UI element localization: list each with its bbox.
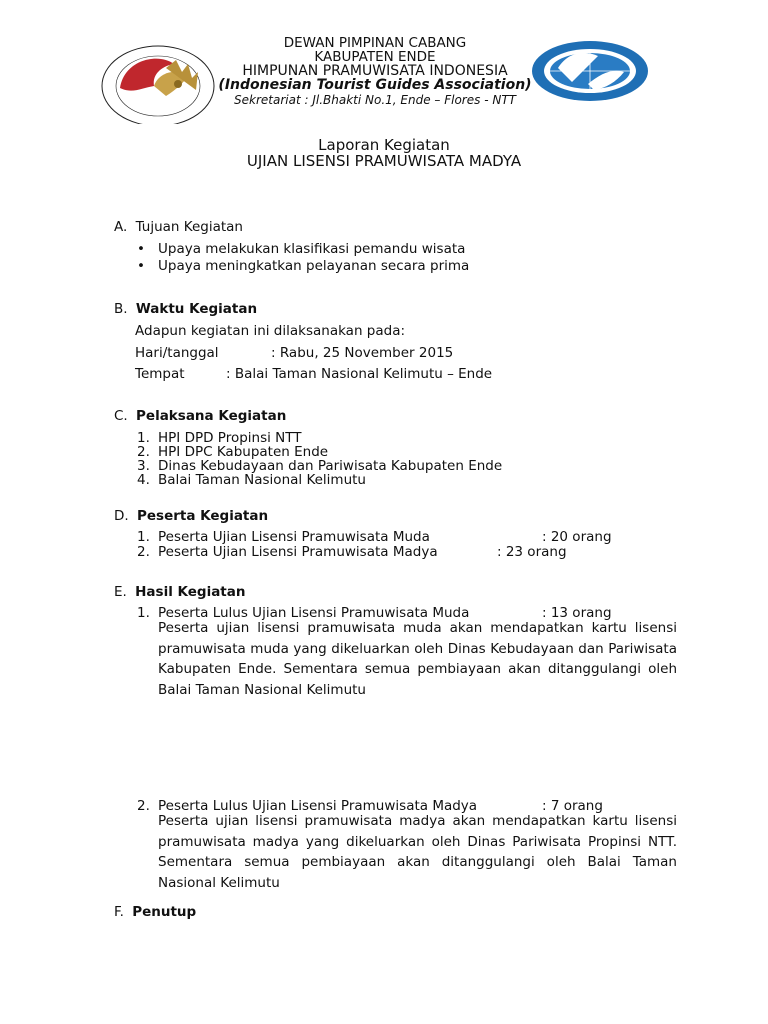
letterhead-line-2: KABUPATEN ENDE xyxy=(314,49,436,65)
section-a-title: Tujuan Kegiatan xyxy=(135,219,243,235)
section-b-title: Waktu Kegiatan xyxy=(135,301,258,317)
section-c-letter: C. xyxy=(114,408,128,424)
list-number: 1. xyxy=(137,430,150,446)
list-number: 1. xyxy=(137,529,150,545)
report-title: Laporan Kegiatan xyxy=(318,136,450,154)
section-c-item-4: Balai Taman Nasional Kelimutu xyxy=(158,472,366,488)
section-c-title: Pelaksana Kegiatan xyxy=(136,408,287,424)
section-a-heading xyxy=(114,219,243,235)
section-f-letter: F. xyxy=(114,904,124,920)
bullet-item: • xyxy=(137,241,145,257)
section-f-heading xyxy=(114,904,196,920)
section-b-letter: B. xyxy=(114,301,128,317)
section-f-title: Penutup xyxy=(132,904,197,920)
section-e-item-1: Peserta Lulus Ujian Lisensi Pramuwisata Muda xyxy=(158,605,470,621)
section-e-title: Hasil Kegiatan xyxy=(135,584,246,600)
section-c-item-1: HPI DPD Propinsi NTT xyxy=(158,430,302,446)
bullet-item: • xyxy=(137,258,145,274)
letterhead-address: Sekretariat : Jl.Bhakti No.1, Ende – Flores - NTT xyxy=(234,93,516,107)
list-number: 2. xyxy=(137,544,150,560)
list-number: 3. xyxy=(137,458,150,474)
section-a-bullet-1: Upaya melakukan klasifikasi pemandu wisata xyxy=(158,241,466,257)
date-label: Hari/tanggal xyxy=(135,345,219,361)
letterhead-line-1: DEWAN PIMPINAN CABANG xyxy=(283,35,467,51)
section-d-item-1: Peserta Ujian Lisensi Pramuwisata Muda xyxy=(158,529,430,545)
list-number: 2. xyxy=(137,798,150,814)
section-e-item-2: Peserta Lulus Ujian Lisensi Pramuwisata Madya xyxy=(158,798,478,814)
section-e-item-1-paragraph: Peserta ujian lisensi pramuwisata muda akan mendapatkan kartu lisensi pramuwisata muda yang dikeluarkan oleh Dinas Kebudayaan dan Pariwisata Kabupaten Ende. Sementara semua pembiayaan akan ditanggulangi oleh Balai Taman Nasional Kelimutu xyxy=(158,620,677,698)
place-value: : Balai Taman Nasional Kelimutu – Ende xyxy=(226,366,493,382)
section-e-letter: E. xyxy=(114,584,127,600)
place-label: Tempat xyxy=(135,366,185,382)
section-e-item-2-value: : 7 orang xyxy=(542,798,603,814)
list-number: 4. xyxy=(137,472,150,488)
letterhead-line-3: HIMPUNAN PRAMUWISATA INDONESIA xyxy=(242,63,508,79)
date-value: : Rabu, 25 November 2015 xyxy=(271,345,454,361)
section-e-item-2-paragraph: Peserta ujian lisensi pramuwisata madya akan mendapatkan kartu lisensi pramuwisata madya yang dikeluarkan oleh Dinas Pariwisata Propinsi NTT. Sementara semua pembiayaan akan ditanggulangi oleh Balai Taman Nasional Kelimutu xyxy=(158,813,677,891)
section-c-heading xyxy=(114,408,286,424)
section-b-intro: Adapun kegiatan ini dilaksanakan pada: xyxy=(135,323,406,339)
section-c-item-3: Dinas Kebudayaan dan Pariwisata Kabupaten Ende xyxy=(158,458,503,474)
section-e-item-1-value: : 13 orang xyxy=(542,605,612,621)
section-a-letter: A. xyxy=(114,219,128,235)
section-d-heading xyxy=(114,508,268,524)
section-b-heading xyxy=(114,301,257,317)
section-d-item-2-value: : 23 orang xyxy=(497,544,567,560)
section-d-title: Peserta Kegiatan xyxy=(136,508,269,524)
section-d-item-1-value: : 20 orang xyxy=(542,529,612,545)
list-number: 2. xyxy=(137,444,150,460)
section-d-item-2: Peserta Ujian Lisensi Pramuwisata Madya xyxy=(158,544,438,560)
report-subtitle: UJIAN LISENSI PRAMUWISATA MADYA xyxy=(246,152,522,170)
letterhead-line-4: (Indonesian Tourist Guides Association) xyxy=(218,77,532,93)
section-e-heading xyxy=(114,584,245,600)
section-a-bullet-2: Upaya meningkatkan pelayanan secara prima xyxy=(158,258,470,274)
section-c-item-2: HPI DPC Kabupaten Ende xyxy=(158,444,329,460)
section-d-letter: D. xyxy=(114,508,129,524)
list-number: 1. xyxy=(137,605,150,621)
